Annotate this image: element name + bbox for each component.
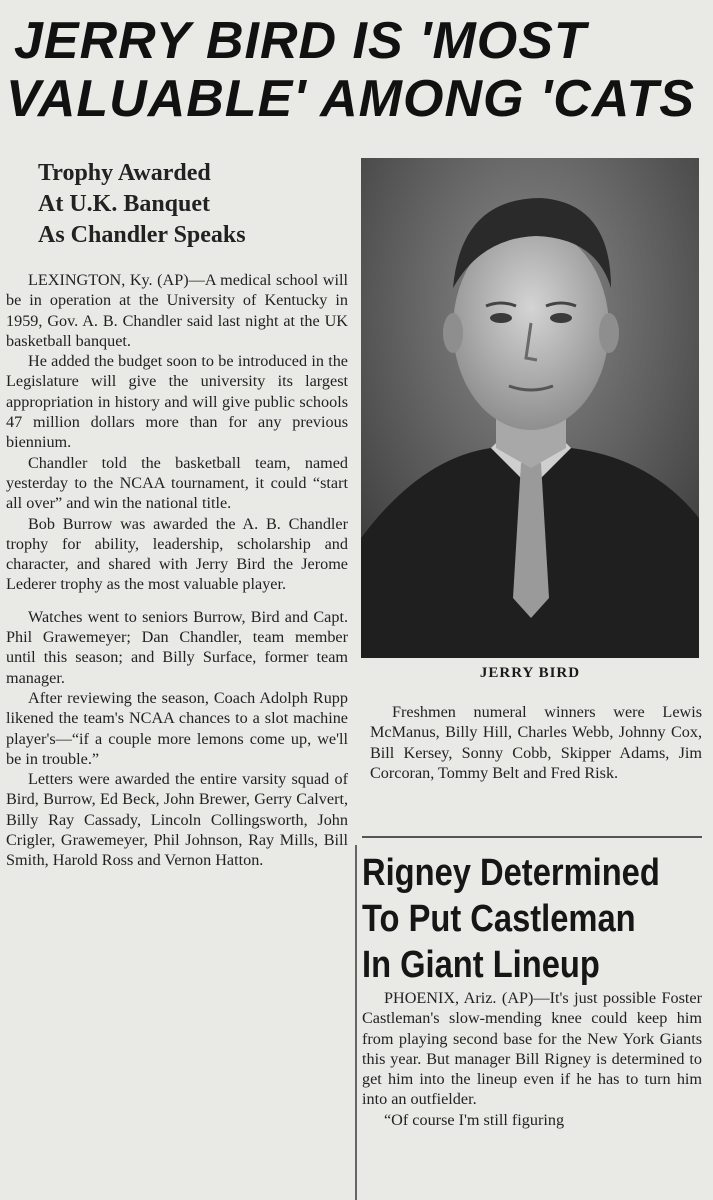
second-story-headline	[362, 850, 659, 988]
deck-line: At U.K. Banquet	[38, 191, 211, 217]
right-article-column	[370, 702, 702, 783]
headline-line: In Giant Lineup	[362, 944, 600, 986]
second-story-body	[362, 988, 702, 1130]
article-paragraph: Letters were awarded the entire varsity squad of Bird, Burrow, Ed Beck, John Brewer, Gerry Calvert, Billy Ray Cassady, Lincoln Collingsworth, John Crigler, Grawemeyer, Phil Johnson, Ray Mills, Bill Smith, Harold Ross and Vernon Hatton.	[6, 770, 348, 870]
main-headline	[0, 12, 713, 128]
left-article-column	[6, 270, 348, 871]
article-paragraph: After reviewing the season, Coach Adolph Rupp likened the team's NCAA chances to a slot machine player's—“if a couple more lemons come up, we'll be in trouble.”	[6, 688, 348, 768]
headline-line-1: JERRY BIRD IS 'MOST	[14, 12, 587, 70]
photo-caption: JERRY BIRD	[479, 665, 581, 681]
article-paragraph: Bob Burrow was awarded the A. B. Chandler trophy for ability, leadership, scholarship and character, and shared with Jerry Bird the Jerome Lederer trophy as the most valuable player.	[6, 514, 348, 594]
deck-line: As Chandler Speaks	[38, 222, 246, 248]
portrait-image	[361, 158, 699, 658]
article-paragraph: Watches went to seniors Burrow, Bird and Capt. Phil Grawemeyer; Dan Chandler, team member until this season; and Billy Surface, former team manager.	[6, 607, 348, 687]
headline-line-2: VALUABLE' AMONG 'CATS	[6, 70, 695, 128]
portrait-photo	[361, 158, 699, 658]
article-paragraph: He added the budget soon to be introduced in the Legislature will give the university its largest appropriation in history and will give public schools 47 million dollars more than for any previous biennium.	[6, 352, 348, 452]
article-paragraph: PHOENIX, Ariz. (AP)—It's just possible Foster Castleman's slow-mending knee could keep him from playing second base for the New York Giants this year. But manager Bill Rigney is determined to get him into the lineup even if he has to turn him into an outfielder.	[362, 989, 702, 1109]
article-paragraph: LEXINGTON, Ky. (AP)—A medical school will be in operation at the University of Kentucky in 1959, Gov. A. B. Chandler said last night at the UK basketball banquet.	[6, 271, 348, 350]
headline-line: To Put Castleman	[362, 898, 636, 940]
article-paragraph: Freshmen numeral winners were Lewis McManus, Billy Hill, Charles Webb, Johnny Cox, Bill Kersey, Sonny Cobb, Skipper Adams, Jim Corcoran, Tommy Belt and Fred Risk.	[370, 703, 702, 782]
deck-line: Trophy Awarded	[38, 160, 211, 186]
headline-line: Rigney Determined	[362, 852, 660, 894]
sub-deck	[38, 158, 358, 251]
article-paragraph: “Of course I'm still figuring	[384, 1110, 565, 1129]
column-divider-vertical	[355, 845, 357, 1200]
article-paragraph: Chandler told the basketball team, named yesterday to the NCAA tournament, it could “start all over” and win the national title.	[6, 453, 348, 513]
column-divider-horizontal	[362, 836, 702, 838]
